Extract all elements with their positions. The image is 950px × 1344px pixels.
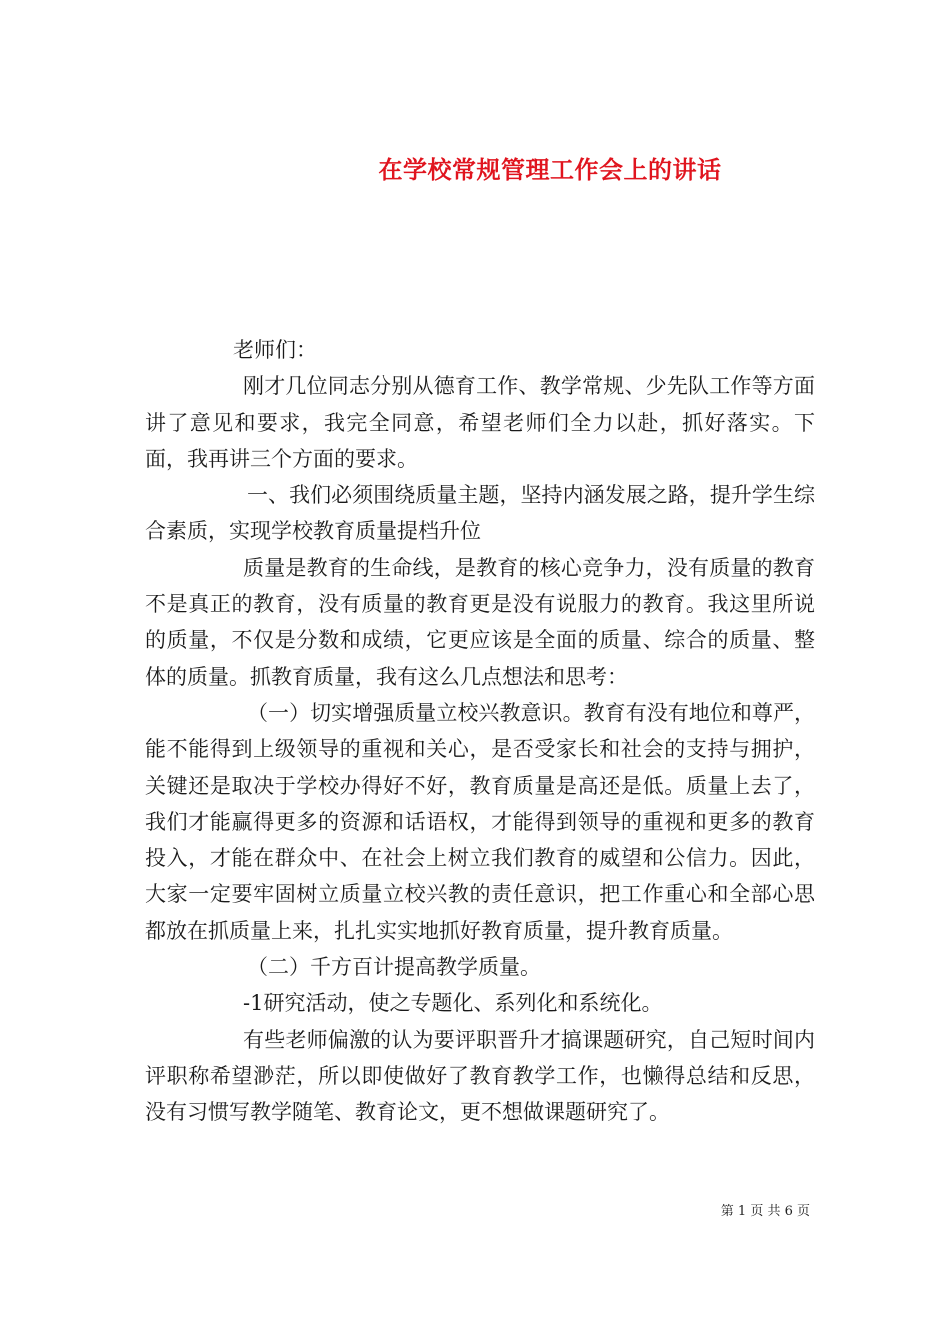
- salutation: 老师们：: [233, 338, 317, 362]
- paragraph-research: 有些老师偏激的认为要评职晋升才搞课题研究，自己短时间内评职称希望渺茫，所以即使做好了教育教学工作，也懒得总结和反思，没有习惯写教学随笔、教育论文，更不想做课题研究了。: [145, 1027, 815, 1125]
- item-research-heading: -1研究活动，使之专题化、系列化和系统化。: [243, 991, 663, 1016]
- subsection-two-heading: （二）千方百计提高教学质量。: [247, 955, 541, 980]
- page-number-footer: 第 1 页 共 6 页: [720, 1204, 810, 1219]
- document-body: [145, 332, 815, 1131]
- subsection-one: （一）切实增强质量立校兴教意识。教育有没有地位和尊严，能不能得到上级领导的重视和关心，是否受家长和社会的支持与拥护，关键还是取决于学校办得好不好，教育质量是高还是低。质量上去了，我们才能赢得更多的资源和话语权，才能得到领导的重视和更多的教育投入，才能在群众中、在社会上树立我们教育的威望和公信力。因此，大家一定要牢固树立质量立校兴教的责任意识，把工作重心和全部心思都放在抓质量上来，扎扎实实地抓好教育质量，提升教育质量。: [145, 700, 815, 943]
- paragraph-intro: 刚才几位同志分别从德育工作、教学常规、少先队工作等方面讲了意见和要求，我完全同意，希望老师们全力以赴，抓好落实。下面，我再讲三个方面的要求。: [145, 374, 815, 471]
- paragraph-quality: 质量是教育的生命线，是教育的核心竞争力，没有质量的教育不是真正的教育，没有质量的教育更是没有说服力的教育。我这里所说的质量，不仅是分数和成绩，它更应该是全面的质量、综合的质量、整体的质量。抓教育质量，我有这么几点想法和思考：: [145, 555, 815, 689]
- section-heading-one: 一、我们必须围绕质量主题，坚持内涵发展之路，提升学生综合素质，实现学校教育质量提档升位: [145, 483, 815, 544]
- document-title: 在学校常规管理工作会上的讲话: [378, 155, 722, 185]
